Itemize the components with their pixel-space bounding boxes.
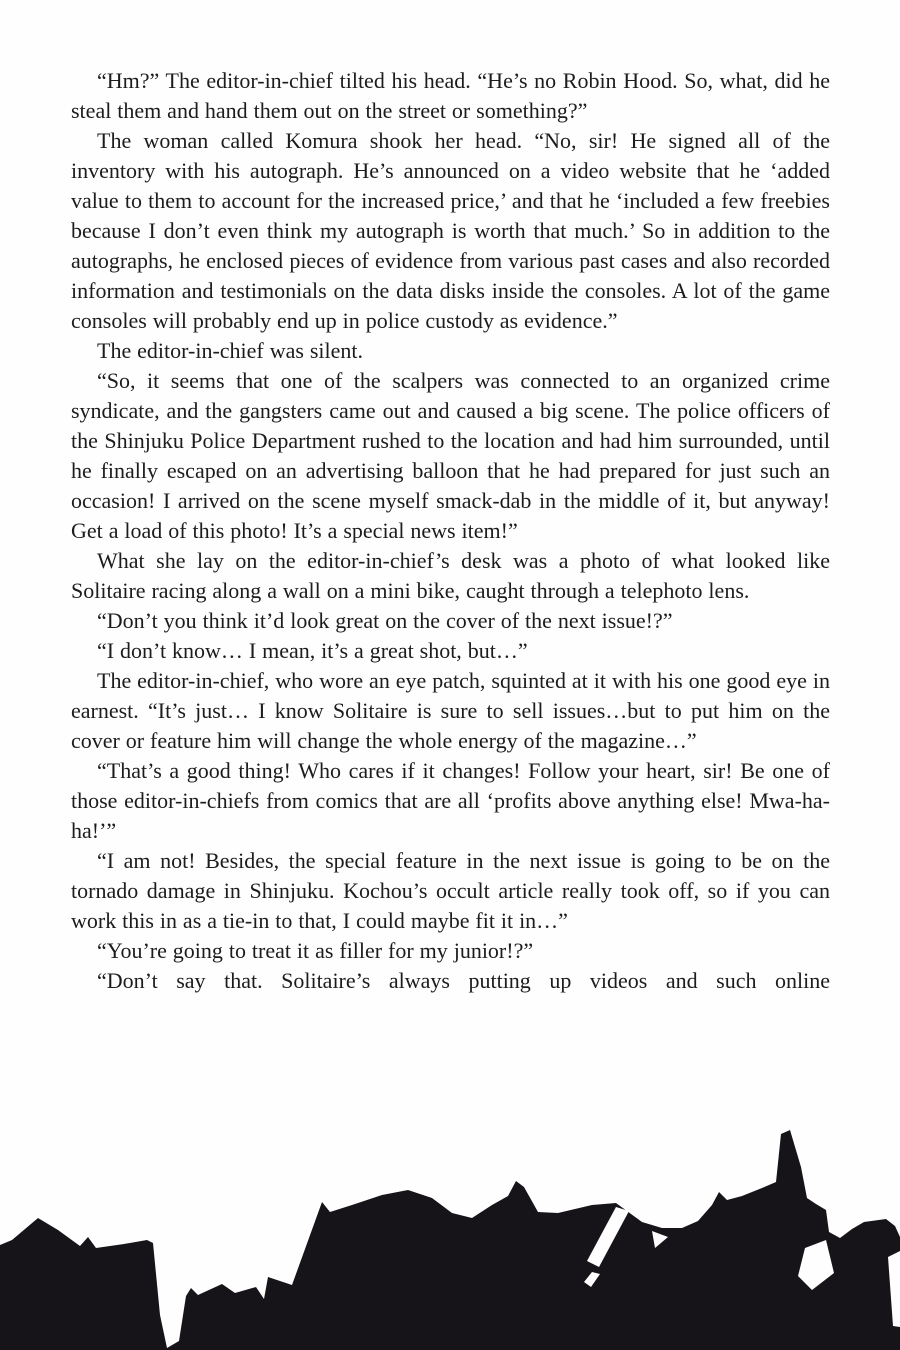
paragraph: The woman called Komura shook her head. “No, sir! He signed all of the inventory with his autograph. He’s announced on a video website that he ‘added value to them to account for the increased price,’ and that he ‘included a few freebies because I don’t even think my autograph is worth that much.’ So in addition to the autographs, he enclosed pieces of evidence from various past cases and also recorded information and testimonials on the data disks inside the consoles. A lot of the game consoles will probably end up in police custody as evidence.”: [71, 128, 830, 333]
paragraph: “I don’t know… I mean, it’s a great shot, but…”: [97, 638, 528, 663]
paragraph: What she lay on the editor-in-chief’s desk was a photo of what looked like Solitaire racing along a wall on a mini bike, caught through a telephoto lens.: [71, 548, 830, 603]
paragraph: “I am not! Besides, the special feature in the next issue is going to be on the tornado damage in Shinjuku. Kochou’s occult article really took off, so if you can work this in as a tie-in to that, I could maybe fit it in…”: [71, 848, 830, 933]
paragraph: The editor-in-chief, who wore an eye patch, squinted at it with his one good eye in earnest. “It’s just… I know Solitaire is sure to sell issues…but to put him on the cover or feature him will change the whole energy of the magazine…”: [71, 668, 830, 753]
paragraph: “Don’t you think it’d look great on the cover of the next issue!?”: [97, 608, 673, 633]
paragraph: “You’re going to treat it as filler for my junior!?”: [97, 938, 534, 963]
torn-paper-edge-icon: [0, 1110, 900, 1350]
page-text: [71, 66, 830, 996]
paragraph: “Don’t say that. Solitaire’s always putting up videos and such online: [97, 968, 830, 993]
paragraph: “Hm?” The editor-in-chief tilted his head. “He’s no Robin Hood. So, what, did he steal them and hand them out on the street or something?”: [71, 68, 830, 123]
paragraph: “That’s a good thing! Who cares if it changes! Follow your heart, sir! Be one of those editor-in-chiefs from comics that are all ‘profits above anything else! Mwa-ha-ha!’”: [71, 758, 830, 843]
paragraph: “So, it seems that one of the scalpers was connected to an organized crime syndicate, and the gangsters came out and caused a big scene. The police officers of the Shinjuku Police Department rushed to the location and had him surrounded, until he finally escaped on an advertising balloon that he had prepared for just such an occasion! I arrived on the scene myself smack-dab in the middle of it, but anyway! Get a load of this photo! It’s a special news item!”: [71, 368, 830, 543]
paragraph: The editor-in-chief was silent.: [97, 338, 364, 363]
